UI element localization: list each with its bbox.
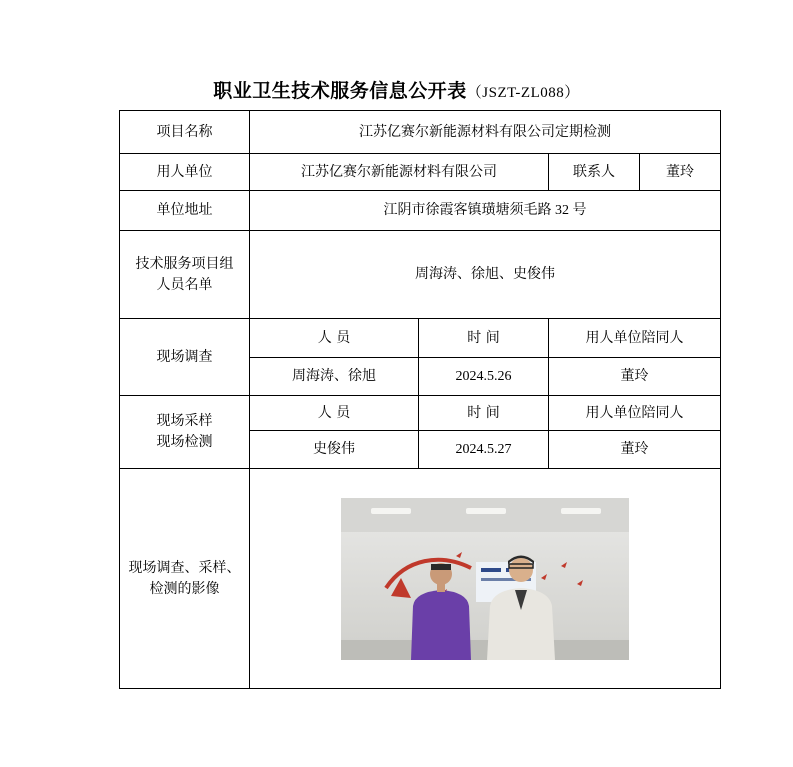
project-value: 江苏亿赛尔新能源材料有限公司定期检测 — [250, 111, 721, 154]
row-survey-head — [120, 319, 721, 358]
sampling-escort: 董玲 — [549, 431, 721, 469]
title-code: （JSZT-ZL088） — [466, 85, 580, 101]
row-images — [120, 469, 721, 689]
sampling-time: 2024.5.27 — [419, 431, 549, 469]
title-main: 职业卫生技术服务信息公开表 — [213, 80, 467, 102]
contact-label: 联系人 — [549, 154, 640, 191]
survey-person: 周海涛、徐旭 — [250, 358, 419, 396]
employer-value: 江苏亿赛尔新能源材料有限公司 — [250, 154, 549, 191]
survey-escort: 董玲 — [549, 358, 721, 396]
sampling-label-line1: 现场采样 — [156, 413, 213, 429]
sampling-label-line2: 现场检测 — [156, 434, 213, 450]
info-table — [119, 110, 721, 689]
row-employer — [120, 154, 721, 191]
sampling-label — [120, 396, 250, 469]
address-label: 单位地址 — [120, 191, 250, 231]
row-project — [120, 111, 721, 154]
survey-head-person: 人 员 — [250, 319, 419, 358]
survey-head-escort: 用人单位陪同人 — [549, 319, 721, 358]
person-left-icon — [401, 556, 481, 660]
survey-label: 现场调查 — [120, 319, 250, 396]
document-title — [0, 76, 793, 103]
images-label-line1: 现场调查、采样、 — [128, 559, 241, 576]
project-label: 项目名称 — [120, 111, 250, 154]
images-label-line2: 检测的影像 — [149, 580, 220, 597]
survey-head-time: 时 间 — [419, 319, 549, 358]
team-value: 周海涛、徐旭、史俊伟 — [250, 231, 721, 319]
address-value — [250, 191, 721, 231]
images-cell — [250, 469, 721, 689]
sampling-head-time: 时 间 — [419, 396, 549, 431]
site-photo — [341, 498, 629, 660]
row-sampling-head — [120, 396, 721, 431]
team-label-line2: 人员名单 — [156, 276, 213, 293]
row-address — [120, 191, 721, 231]
row-team — [120, 231, 721, 319]
person-right-icon — [481, 550, 561, 660]
team-label-line1: 技术服务项目组 — [135, 255, 234, 272]
sampling-head-escort: 用人单位陪同人 — [549, 396, 721, 431]
images-label — [120, 469, 250, 689]
sampling-person: 史俊伟 — [250, 431, 419, 469]
sampling-head-person: 人 员 — [250, 396, 419, 431]
survey-time: 2024.5.26 — [419, 358, 549, 396]
contact-value: 董玲 — [640, 154, 721, 191]
address-text: 江阴市徐霞客镇璜塘须毛路 32 号 — [383, 203, 587, 218]
team-label — [120, 231, 250, 319]
employer-label: 用人单位 — [120, 154, 250, 191]
